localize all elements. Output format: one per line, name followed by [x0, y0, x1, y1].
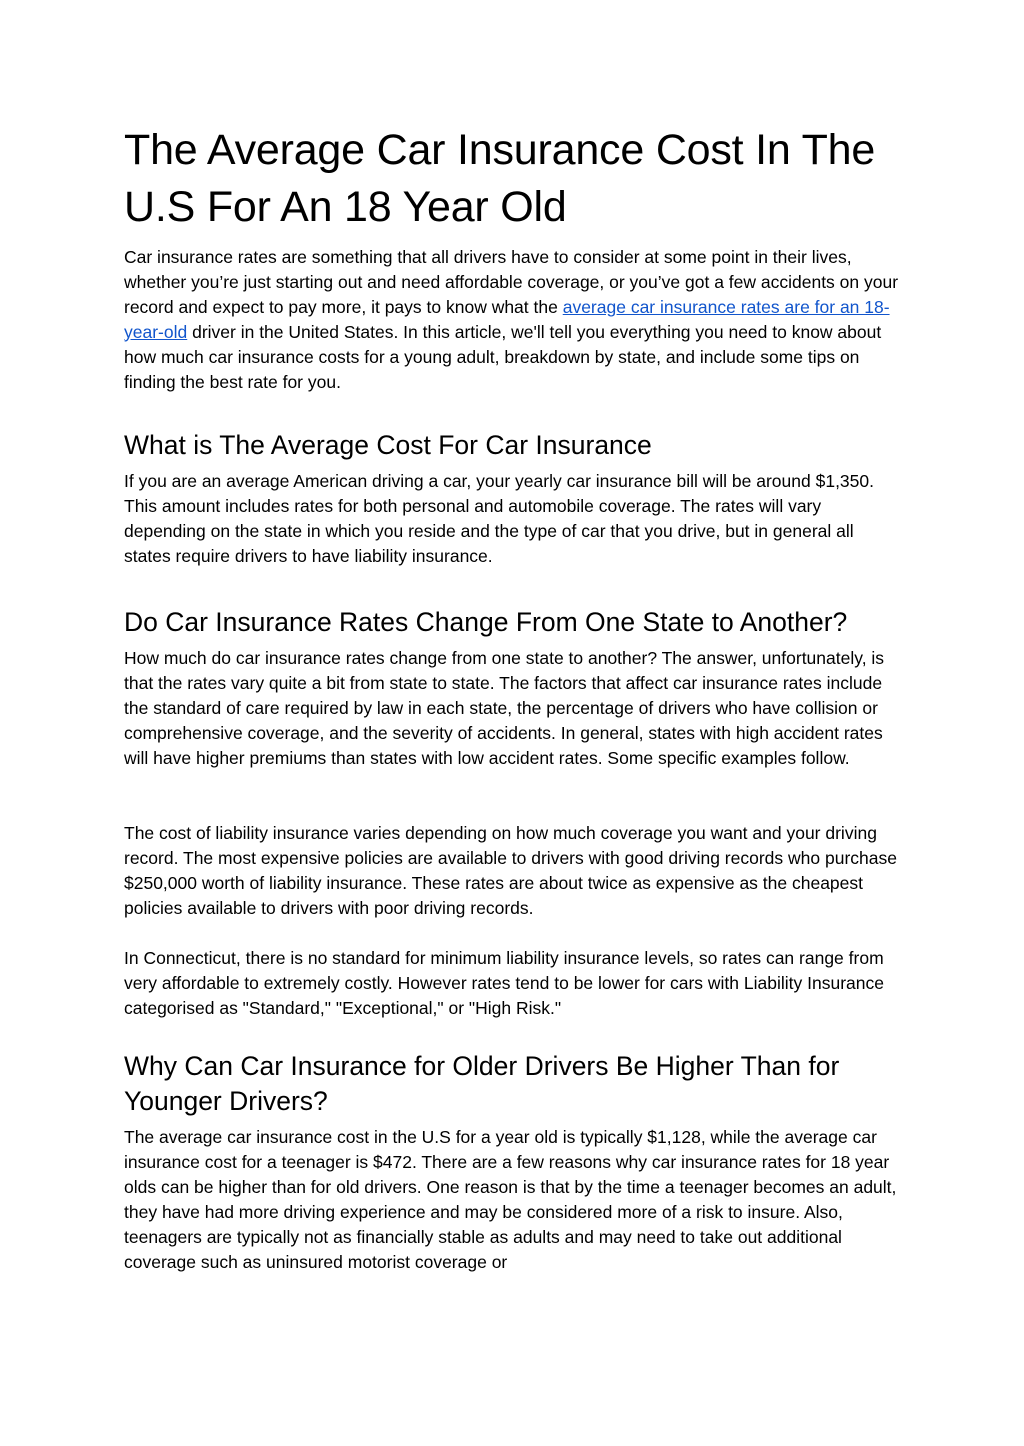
- intro-text-before-link: Car insurance rates are something that all drivers have to consider at some point in their lives, whether you’re just starting out and need affordable coverage, or you’ve got a few accidents on your record and expect to pay more, it pays to know what the: [124, 247, 899, 317]
- intro-paragraph: [124, 245, 900, 395]
- page-title: The Average Car Insurance Cost In The U.S For An 18 Year Old: [124, 126, 876, 231]
- older-drivers-paragraph: The average car insurance cost in the U.S for a year old is typically $1,128, while the average car insurance cost for a teenager is $472. There are a few reasons why car insurance rates for 18 year olds can be higher than for old drivers. One reason is that by the time a teenager becomes an adult, they have had more driving experience and may be considered more of a risk to insure. Also, teenagers are typically not as financially stable as adults and may need to take out additional coverage such as uninsured motorist coverage or: [124, 1127, 897, 1272]
- connecticut-paragraph: In Connecticut, there is no standard for minimum liability insurance levels, so rates can range from very affordable to extremely costly. However rates tend to be lower for cars with Liability Insurance categorised as "Standard," "Exceptional," or "High Risk.": [124, 948, 884, 1018]
- average-cost-paragraph: If you are an average American driving a car, your yearly car insurance bill will be around $1,350. This amount includes rates for both personal and automobile coverage. The rates will vary depending on the state in which you reside and the type of car that you drive, but in general all states require drivers to have liability insurance.: [124, 471, 874, 566]
- section-heading-state-rates: Do Car Insurance Rates Change From One State to Another?: [124, 607, 848, 637]
- intro-text-after-link: driver in the United States. In this article, we'll tell you everything you need to know about how much car insurance costs for a young adult, breakdown by state, and include some tips on finding the best rate for you.: [124, 322, 882, 392]
- liability-cost-paragraph: The cost of liability insurance varies depending on how much coverage you want and your driving record. The most expensive policies are available to drivers with good driving records who purchase $250,000 worth of liability insurance. These rates are about twice as expensive as the cheapest policies available to drivers with poor driving records.: [124, 823, 897, 918]
- section-heading-average-cost: What is The Average Cost For Car Insurance: [124, 430, 652, 460]
- document-page: [124, 122, 900, 1275]
- section-heading-older-drivers: Why Can Car Insurance for Older Drivers Be Higher Than for Younger Drivers?: [124, 1051, 840, 1116]
- state-rates-paragraph: How much do car insurance rates change from one state to another? The answer, unfortunately, is that the rates vary quite a bit from state to state. The factors that affect car insurance rates include the standard of care required by law in each state, the percentage of drivers who have collision or comprehensive coverage, and the severity of accidents. In general, states with high accident rates will have higher premiums than states with low accident rates. Some specific examples follow.: [124, 648, 885, 768]
- average-rates-link[interactable]: average car insurance rates are for an 18-year-old: [124, 297, 890, 342]
